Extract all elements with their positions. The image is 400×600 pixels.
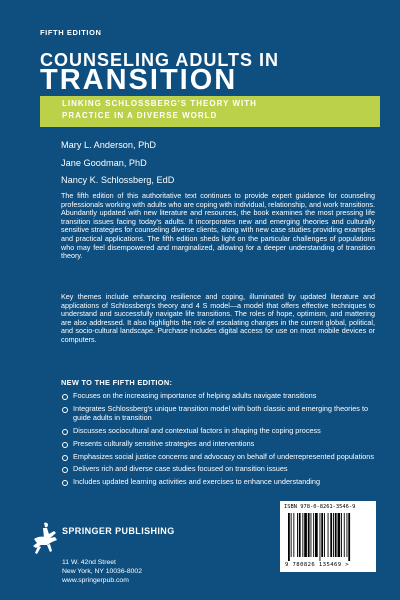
book-title-line1: COUNSELING ADULTS IN bbox=[40, 50, 279, 70]
author-list bbox=[61, 137, 174, 190]
description-paragraph: Key themes include enhancing resilience and coping, illuminated by updated literature and applications of Schlossberg's theory and 4 S model—a model that offers effective techniques to understand and successfully navigate life transitions. The roles of hope, optimism, and mattering are also addressed. It also highlights the role of escalating changes in the current global, political, and socio-cultural landscape. Purchase includes digital access for use on most mobile devices or computers. bbox=[61, 292, 375, 344]
list-item: Delivers rich and diverse case studies focused on transition issues bbox=[61, 465, 375, 474]
publisher-website: www.springerpub.com bbox=[62, 577, 129, 584]
book-subtitle bbox=[62, 98, 362, 122]
ean-digits: 9 780826 135469 > bbox=[285, 562, 350, 568]
list-item: Emphasizes social justice concerns and advocacy on behalf of underrepresented populations bbox=[61, 453, 375, 462]
springer-horse-rider-icon bbox=[30, 521, 60, 555]
description-paragraph: The fifth edition of this authoritative text continues to provide expert guidance for counseling professionals working with adults who are coping with individual, relationship, and work transitions. Abundantly updated with new literature and resources, the book examines the most pressing life transition issues facing today's adults. It incorporates new and emerging theories and culturally sensitive strategies for counseling diverse clients, along with new case studies providing examples and practical applications. The fifth edition sheds light on the particular challenges of populations who may feel disempowered and marginalized, allowing for a deeper understanding of transition theory. bbox=[61, 191, 375, 261]
author-name: Nancy K. Schlossberg, EdD bbox=[61, 175, 175, 185]
isbn-label: ISBN 978-0-8261-3546-9 bbox=[284, 504, 356, 510]
subtitle-line2: PRACTICE IN A DIVERSE WORLD bbox=[62, 111, 218, 120]
address-city: New York, NY 10036-8002 bbox=[62, 568, 142, 575]
new-features-heading: NEW TO THE FIFTH EDITION: bbox=[61, 378, 173, 387]
list-item: Discusses sociocultural and contextual factors in shaping the coping process bbox=[61, 427, 375, 436]
publisher-address bbox=[62, 558, 142, 585]
book-title-line2: TRANSITION bbox=[40, 64, 238, 96]
list-item: Presents culturally sensitive strategies and interventions bbox=[61, 440, 375, 449]
list-item: Integrates Schlossberg's unique transition model with both classic and emerging theories to guide adults in transition bbox=[61, 405, 375, 423]
publisher-name: SPRINGER PUBLISHING bbox=[62, 526, 175, 536]
author-name: Jane Goodman, PhD bbox=[61, 157, 147, 168]
list-item: Includes updated learning activities and exercises to enhance understanding bbox=[61, 478, 375, 487]
address-street: 11 W. 42nd Street bbox=[62, 559, 116, 566]
barcode-graphic bbox=[287, 513, 371, 561]
list-item: Focuses on the increasing importance of helping adults navigate transitions bbox=[61, 392, 375, 401]
author-name: Mary L. Anderson, PhD bbox=[61, 140, 156, 150]
new-features-list bbox=[61, 392, 375, 491]
edition-label: FIFTH EDITION bbox=[40, 28, 102, 37]
subtitle-line1: LINKING SCHLOSSBERG'S THEORY WITH bbox=[62, 99, 257, 108]
